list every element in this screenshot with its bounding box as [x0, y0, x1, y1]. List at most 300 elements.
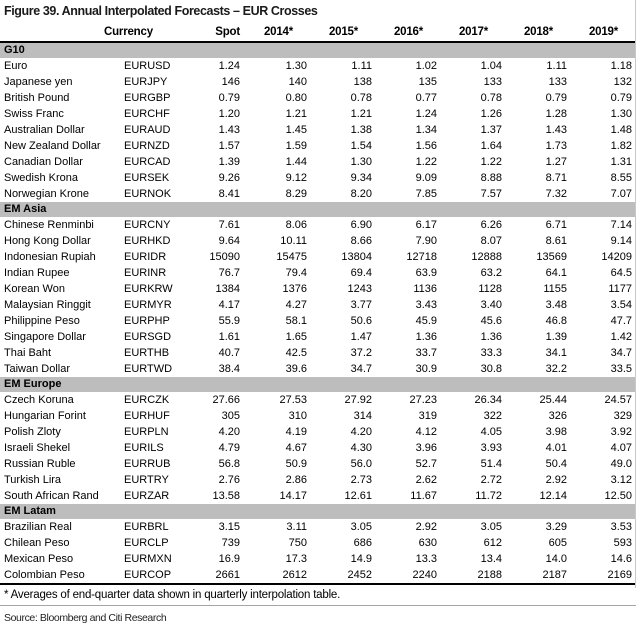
value-cell: 64.5	[610, 266, 632, 279]
value-cell: 329	[613, 409, 632, 422]
value-cell: 135	[418, 75, 437, 88]
currency-name-cell: Turkish Lira	[4, 473, 62, 486]
column-header: 2014*	[246, 24, 311, 42]
value-cell: 2240	[412, 568, 437, 581]
currency-code-cell: EURTRY	[124, 473, 169, 486]
currency-name-cell: Canadian Dollar	[4, 155, 83, 168]
value-cell: 1.34	[415, 123, 437, 136]
value-cell: 33.3	[480, 346, 502, 359]
value-cell: 739	[221, 536, 240, 549]
value-cell: 7.90	[415, 234, 437, 247]
value-cell: 1.36	[480, 330, 502, 343]
value-cell: 3.15	[218, 520, 240, 533]
value-cell: 14.6	[610, 552, 632, 565]
value-cell: 7.57	[480, 187, 502, 200]
value-cell: 1.24	[218, 59, 240, 72]
section-label: EM Latam	[0, 504, 636, 519]
value-cell: 12.50	[604, 489, 632, 502]
value-cell: 13.3	[415, 552, 437, 565]
currency-code-cell: EURINR	[124, 266, 167, 279]
value-cell: 45.6	[480, 314, 502, 327]
currency-code-cell: EURMYR	[124, 298, 172, 311]
value-cell: 3.98	[545, 425, 567, 438]
value-cell: 2187	[542, 568, 567, 581]
value-cell: 1.73	[545, 139, 567, 152]
value-cell: 140	[288, 75, 307, 88]
value-cell: 2.73	[350, 473, 372, 486]
value-cell: 1.31	[610, 155, 632, 168]
value-cell: 9.09	[415, 171, 437, 184]
currency-name-cell: Indonesian Rupiah	[4, 250, 96, 263]
value-cell: 9.34	[350, 171, 372, 184]
value-cell: 16.9	[218, 552, 240, 565]
value-cell: 50.4	[545, 457, 567, 470]
value-cell: 133	[483, 75, 502, 88]
currency-name-cell: Taiwan Dollar	[4, 362, 71, 375]
value-cell: 1.21	[350, 107, 372, 120]
value-cell: 63.9	[415, 266, 437, 279]
value-cell: 51.4	[480, 457, 502, 470]
value-cell: 46.8	[545, 314, 567, 327]
currency-code-cell: EURJPY	[124, 75, 168, 88]
value-cell: 15475	[276, 250, 307, 263]
currency-name-cell: Euro	[4, 59, 28, 72]
value-cell: 1.47	[350, 330, 372, 343]
currency-name-cell: Philippine Peso	[4, 314, 80, 327]
value-cell: 1243	[347, 282, 372, 295]
value-cell: 3.77	[350, 298, 372, 311]
value-cell: 7.32	[545, 187, 567, 200]
value-cell: 1.37	[480, 123, 502, 136]
value-cell: 2.72	[480, 473, 502, 486]
value-cell: 10.11	[280, 234, 307, 247]
value-cell: 686	[353, 536, 372, 549]
value-cell: 4.20	[218, 425, 240, 438]
value-cell: 319	[418, 409, 437, 422]
value-cell: 1.54	[350, 139, 372, 152]
value-cell: 8.88	[480, 171, 502, 184]
currency-row	[0, 186, 636, 202]
value-cell: 0.79	[218, 91, 240, 104]
value-cell: 69.4	[350, 266, 372, 279]
currency-row	[0, 424, 636, 440]
value-cell: 1.28	[545, 107, 567, 120]
currency-row	[0, 392, 636, 408]
value-cell: 326	[548, 409, 567, 422]
currency-row	[0, 122, 636, 138]
currency-name-cell: Norwegian Krone	[4, 187, 89, 200]
value-cell: 17.3	[285, 552, 307, 565]
value-cell: 30.8	[480, 362, 502, 375]
value-cell: 26.34	[474, 393, 502, 406]
currency-row	[0, 90, 636, 106]
value-cell: 6.71	[545, 218, 567, 231]
currency-row	[0, 472, 636, 488]
value-cell: 8.55	[610, 171, 632, 184]
value-cell: 2169	[607, 568, 632, 581]
currency-row	[0, 138, 636, 154]
value-cell: 37.2	[350, 346, 372, 359]
currency-name-cell: Thai Baht	[4, 346, 52, 359]
currency-row	[0, 329, 636, 345]
column-header: 2019*	[571, 24, 636, 42]
currency-row	[0, 535, 636, 551]
currency-code-cell: EURNZD	[124, 139, 170, 152]
value-cell: 56.8	[218, 457, 240, 470]
value-cell: 1384	[215, 282, 240, 295]
value-cell: 1.20	[218, 107, 240, 120]
value-cell: 0.79	[610, 91, 632, 104]
value-cell: 2.86	[285, 473, 307, 486]
value-cell: 11.67	[410, 489, 437, 502]
value-cell: 1.39	[545, 330, 567, 343]
value-cell: 1.42	[610, 330, 632, 343]
value-cell: 27.66	[212, 393, 240, 406]
source-line: Source: Bloomberg and Citi Research	[4, 612, 167, 624]
column-header	[0, 24, 102, 42]
value-cell: 2.92	[415, 520, 437, 533]
value-cell: 0.80	[285, 91, 307, 104]
value-cell: 34.7	[350, 362, 372, 375]
value-cell: 52.7	[415, 457, 437, 470]
value-cell: 6.90	[350, 218, 372, 231]
value-cell: 3.93	[480, 441, 502, 454]
value-cell: 2612	[282, 568, 307, 581]
value-cell: 4.30	[350, 441, 372, 454]
value-cell: 3.54	[610, 298, 632, 311]
currency-name-cell: Czech Koruna	[4, 393, 74, 406]
currency-row	[0, 408, 636, 424]
value-cell: 1.65	[285, 330, 307, 343]
value-cell: 3.12	[610, 473, 632, 486]
currency-code-cell: EURPHP	[124, 314, 170, 327]
value-cell: 4.17	[218, 298, 240, 311]
value-cell: 1.30	[350, 155, 372, 168]
value-cell: 8.20	[350, 187, 372, 200]
value-cell: 14.17	[279, 489, 307, 502]
currency-code-cell: EURMXN	[124, 552, 172, 565]
currency-row	[0, 58, 636, 74]
value-cell: 12718	[406, 250, 437, 263]
currency-code-cell: EURCZK	[124, 393, 170, 406]
value-cell: 33.5	[610, 362, 632, 375]
currency-code-cell: EURRUB	[124, 457, 171, 470]
currency-row	[0, 281, 636, 297]
value-cell: 12.61	[344, 489, 372, 502]
value-cell: 8.06	[285, 218, 307, 231]
section-header-row	[0, 202, 636, 217]
currency-row	[0, 170, 636, 186]
currency-code-cell: EURZAR	[124, 489, 170, 502]
value-cell: 750	[288, 536, 307, 549]
value-cell: 49.0	[610, 457, 632, 470]
figure-title: Figure 39. Annual Interpolated Forecasts – EUR Crosses	[4, 4, 318, 18]
currency-code-cell: EURAUD	[124, 123, 171, 136]
section-header-row	[0, 377, 636, 392]
currency-name-cell: Polish Zloty	[4, 425, 61, 438]
value-cell: 4.20	[350, 425, 372, 438]
value-cell: 146	[221, 75, 240, 88]
value-cell: 12888	[471, 250, 502, 263]
section-label: G10	[0, 42, 636, 58]
currency-code-cell: EURSGD	[124, 330, 172, 343]
value-cell: 1.36	[415, 330, 437, 343]
currency-row	[0, 488, 636, 504]
value-cell: 1.45	[285, 123, 307, 136]
value-cell: 9.64	[218, 234, 240, 247]
currency-row	[0, 567, 636, 584]
value-cell: 3.29	[545, 520, 567, 533]
value-cell: 138	[353, 75, 372, 88]
value-cell: 13.58	[212, 489, 240, 502]
value-cell: 1.22	[480, 155, 502, 168]
table-footnote: * Averages of end-quarter data shown in quarterly interpolation table.	[0, 585, 636, 606]
value-cell: 3.48	[545, 298, 567, 311]
value-cell: 47.7	[610, 314, 632, 327]
currency-name-cell: Swiss Franc	[4, 107, 64, 120]
value-cell: 13804	[341, 250, 372, 263]
value-cell: 27.53	[279, 393, 307, 406]
value-cell: 6.17	[415, 218, 437, 231]
value-cell: 630	[418, 536, 437, 549]
value-cell: 2188	[477, 568, 502, 581]
currency-name-cell: Brazilian Real	[4, 520, 72, 533]
currency-row	[0, 440, 636, 456]
currency-row	[0, 249, 636, 265]
value-cell: 0.77	[415, 91, 437, 104]
value-cell: 63.2	[480, 266, 502, 279]
currency-row	[0, 265, 636, 281]
value-cell: 9.12	[285, 171, 307, 184]
value-cell: 1.48	[610, 123, 632, 136]
value-cell: 27.23	[409, 393, 437, 406]
value-cell: 0.78	[480, 91, 502, 104]
value-cell: 1177	[608, 282, 632, 295]
currency-name-cell: British Pound	[4, 91, 70, 104]
value-cell: 2661	[215, 568, 240, 581]
value-cell: 133	[548, 75, 567, 88]
value-cell: 1.22	[415, 155, 437, 168]
value-cell: 0.78	[350, 91, 372, 104]
value-cell: 11.72	[475, 489, 502, 502]
value-cell: 1.64	[480, 139, 502, 152]
value-cell: 8.66	[350, 234, 372, 247]
value-cell: 14.9	[350, 552, 372, 565]
currency-code-cell: EURUSD	[124, 59, 171, 72]
value-cell: 8.29	[285, 187, 307, 200]
value-cell: 310	[288, 409, 307, 422]
value-cell: 3.05	[480, 520, 502, 533]
section-header-row	[0, 504, 636, 519]
value-cell: 9.26	[218, 171, 240, 184]
value-cell: 24.57	[604, 393, 632, 406]
currency-code-cell: EURCOP	[124, 568, 172, 581]
currency-row	[0, 154, 636, 170]
value-cell: 15090	[209, 250, 240, 263]
value-cell: 42.5	[285, 346, 307, 359]
column-header: 2015*	[311, 24, 376, 42]
currency-name-cell: Russian Ruble	[4, 457, 76, 470]
value-cell: 9.14	[610, 234, 632, 247]
section-label: EM Asia	[0, 202, 636, 217]
currency-code-cell: EURTWD	[124, 362, 173, 375]
currency-row	[0, 297, 636, 313]
value-cell: 8.41	[218, 187, 240, 200]
value-cell: 3.92	[610, 425, 632, 438]
currency-name-cell: Hong Kong Dollar	[4, 234, 91, 247]
value-cell: 7.61	[218, 218, 240, 231]
currency-row	[0, 345, 636, 361]
currency-name-cell: New Zealand Dollar	[4, 139, 101, 152]
currency-code-cell: EURNOK	[124, 187, 172, 200]
currency-name-cell: Indian Rupee	[4, 266, 70, 279]
value-cell: 13.4	[480, 552, 502, 565]
value-cell: 1.43	[545, 123, 567, 136]
column-header: 2016*	[376, 24, 441, 42]
value-cell: 1.02	[415, 59, 437, 72]
value-cell: 1.56	[415, 139, 437, 152]
value-cell: 7.85	[415, 187, 437, 200]
value-cell: 4.07	[610, 441, 632, 454]
currency-code-cell: EURCHF	[124, 107, 170, 120]
value-cell: 7.14	[610, 218, 632, 231]
currency-name-cell: Chinese Renminbi	[4, 218, 94, 231]
currency-name-cell: Hungarian Forint	[4, 409, 86, 422]
value-cell: 1155	[543, 282, 567, 295]
value-cell: 1.30	[285, 59, 307, 72]
value-cell: 1.43	[218, 123, 240, 136]
value-cell: 3.40	[480, 298, 502, 311]
value-cell: 14209	[601, 250, 632, 263]
value-cell: 1.11	[546, 59, 567, 72]
value-cell: 1.21	[285, 107, 307, 120]
value-cell: 64.1	[545, 266, 567, 279]
value-cell: 56.0	[350, 457, 372, 470]
value-cell: 1.39	[218, 155, 240, 168]
value-cell: 1.27	[545, 155, 567, 168]
currency-code-cell: EURKRW	[124, 282, 173, 295]
header-row	[0, 24, 636, 42]
value-cell: 32.2	[545, 362, 567, 375]
column-header: Spot	[180, 24, 246, 42]
value-cell: 4.79	[218, 441, 240, 454]
value-cell: 55.9	[218, 314, 240, 327]
value-cell: 322	[483, 409, 502, 422]
value-cell: 1.04	[480, 59, 502, 72]
value-cell: 40.7	[218, 346, 240, 359]
value-cell: 79.4	[285, 266, 307, 279]
value-cell: 7.07	[610, 187, 632, 200]
currency-code-cell: EURILS	[124, 441, 164, 454]
value-cell: 27.92	[344, 393, 372, 406]
value-cell: 605	[548, 536, 567, 549]
value-cell: 2.76	[218, 473, 240, 486]
section-label: EM Europe	[0, 377, 636, 392]
value-cell: 3.05	[350, 520, 372, 533]
value-cell: 34.1	[545, 346, 567, 359]
value-cell: 1.38	[350, 123, 372, 136]
value-cell: 2.62	[415, 473, 437, 486]
value-cell: 593	[613, 536, 632, 549]
currency-name-cell: Swedish Krona	[4, 171, 78, 184]
currency-name-cell: Korean Won	[4, 282, 65, 295]
currency-code-cell: EURPLN	[124, 425, 169, 438]
currency-code-cell: EURBRL	[124, 520, 169, 533]
currency-row	[0, 106, 636, 122]
value-cell: 0.79	[545, 91, 567, 104]
currency-name-cell: Malaysian Ringgit	[4, 298, 91, 311]
value-cell: 2452	[347, 568, 372, 581]
currency-row	[0, 233, 636, 249]
value-cell: 1.26	[480, 107, 502, 120]
column-header: 2018*	[506, 24, 571, 42]
value-cell: 3.53	[610, 520, 632, 533]
value-cell: 39.6	[285, 362, 307, 375]
value-cell: 1.82	[610, 139, 632, 152]
forecast-table	[0, 24, 636, 585]
value-cell: 34.7	[610, 346, 632, 359]
currency-code-cell: EURTHB	[124, 346, 170, 359]
value-cell: 1.30	[610, 107, 632, 120]
value-cell: 3.11	[286, 520, 307, 533]
value-cell: 1376	[282, 282, 307, 295]
currency-name-cell: Japanese yen	[4, 75, 73, 88]
value-cell: 3.43	[415, 298, 437, 311]
value-cell: 8.07	[480, 234, 502, 247]
currency-code-cell: EURIDR	[124, 250, 167, 263]
currency-name-cell: Chilean Peso	[4, 536, 70, 549]
value-cell: 1.24	[415, 107, 437, 120]
column-header: 2017*	[441, 24, 506, 42]
value-cell: 1128	[478, 282, 502, 295]
right-border-rule	[635, 0, 636, 588]
value-cell: 33.7	[415, 346, 437, 359]
value-cell: 1.11	[351, 59, 372, 72]
currency-name-cell: South African Rand	[4, 489, 99, 502]
value-cell: 25.44	[539, 393, 567, 406]
value-cell: 1136	[413, 282, 437, 295]
currency-row	[0, 361, 636, 377]
currency-code-cell: EURGBP	[124, 91, 171, 104]
value-cell: 13569	[536, 250, 567, 263]
currency-code-cell: EURCAD	[124, 155, 171, 168]
currency-name-cell: Colombian Peso	[4, 568, 85, 581]
value-cell: 1.18	[610, 59, 632, 72]
currency-code-cell: EURHUF	[124, 409, 170, 422]
value-cell: 4.27	[285, 298, 307, 311]
value-cell: 14.0	[545, 552, 567, 565]
currency-row	[0, 313, 636, 329]
value-cell: 1.44	[285, 155, 307, 168]
table-body	[0, 42, 636, 584]
currency-code-cell: EURCNY	[124, 218, 171, 231]
value-cell: 38.4	[218, 362, 240, 375]
value-cell: 132	[613, 75, 632, 88]
value-cell: 3.96	[415, 441, 437, 454]
currency-code-cell: EURHKD	[124, 234, 171, 247]
value-cell: 4.01	[545, 441, 567, 454]
currency-name-cell: Singapore Dollar	[4, 330, 86, 343]
value-cell: 612	[483, 536, 502, 549]
value-cell: 4.05	[480, 425, 502, 438]
value-cell: 50.6	[350, 314, 372, 327]
value-cell: 1.61	[218, 330, 240, 343]
value-cell: 8.61	[545, 234, 567, 247]
value-cell: 30.9	[415, 362, 437, 375]
value-cell: 76.7	[218, 266, 240, 279]
column-header: Currency	[102, 24, 180, 42]
currency-name-cell: Israeli Shekel	[4, 441, 71, 454]
